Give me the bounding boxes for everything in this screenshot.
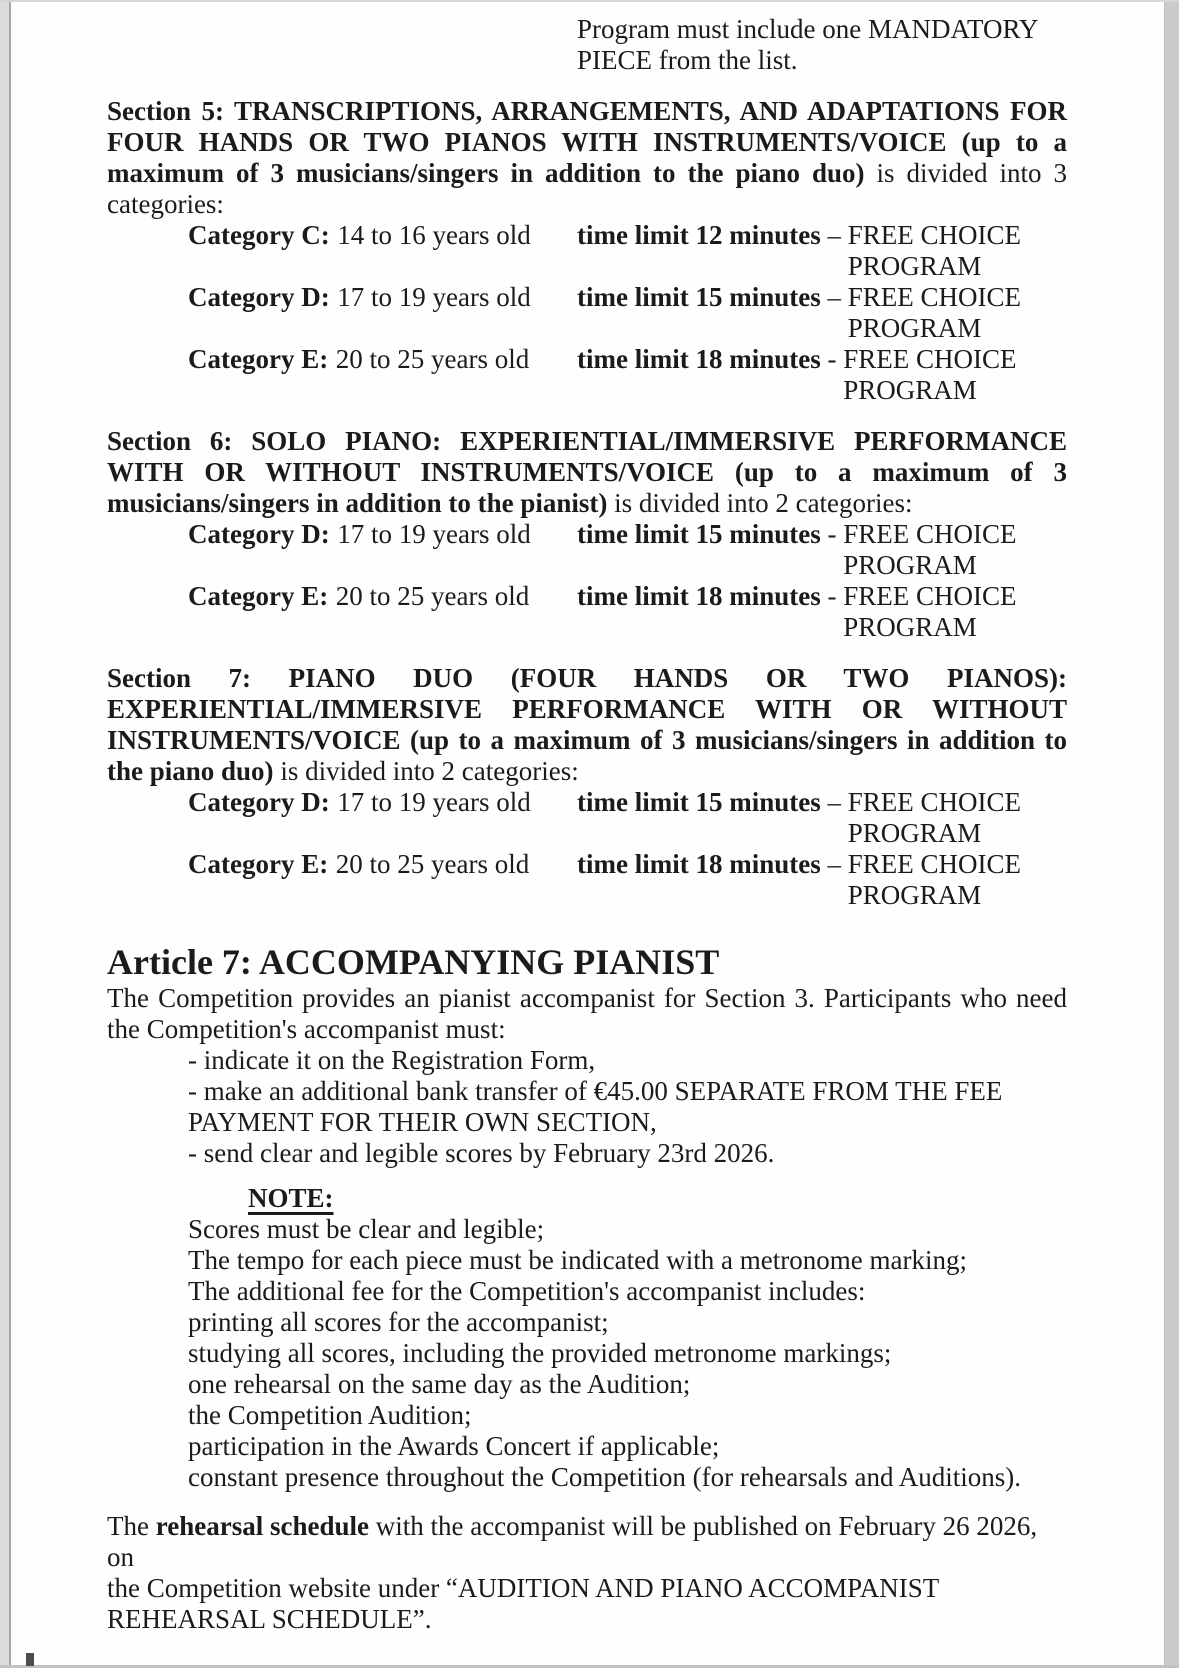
category-row (188, 344, 1067, 406)
dash: – (820, 282, 848, 312)
carryover-block (577, 14, 1067, 76)
age-range: 20 to 25 years old (335, 581, 530, 611)
time-limit: time limit 15 minutes (577, 787, 821, 817)
closing-bold: rehearsal schedule (155, 1511, 369, 1541)
bullet-line: - make an additional bank transfer of €45.00 SEPARATE FROM THE FEE (188, 1076, 1003, 1106)
time-limit: time limit 15 minutes (577, 519, 821, 549)
note-line: participation in the Awards Concert if applicable; (188, 1431, 720, 1461)
free-choice-program: FREE CHOICE PROGRAM (847, 849, 1021, 910)
age-range: 17 to 19 years old (337, 787, 531, 817)
dash: - (820, 344, 844, 374)
note-title: NOTE: (248, 1183, 334, 1213)
dash: - (820, 581, 844, 611)
dash: – (820, 849, 848, 879)
age-range: 17 to 19 years old (337, 519, 531, 549)
page-top-edge (0, 0, 1179, 2)
bullet-item (188, 1138, 1067, 1169)
time-limit-cell (577, 849, 1026, 911)
time-limit-cell (577, 344, 1021, 406)
note-line: one rehearsal on the same day as the Audition; (188, 1369, 691, 1399)
bullet-line: - send clear and legible scores by February 23rd 2026. (188, 1138, 775, 1168)
age-range: 14 to 16 years old (337, 220, 531, 250)
category-row (188, 787, 1067, 849)
category-row (188, 220, 1067, 282)
time-limit: time limit 12 minutes (577, 220, 821, 250)
note-line: Scores must be clear and legible; (188, 1214, 545, 1244)
category-row (188, 282, 1067, 344)
time-limit: time limit 18 minutes (577, 849, 821, 879)
section-5-paragraph (107, 96, 1067, 220)
section-7-title: Section 7: PIANO DUO (FOUR HANDS OR TWO PIANOS): EXPERIENTIAL/IMMERSIVE PERFORMANCE WITH OR WITHOUT INSTRUMENTS/VOICE (up to a maximum of 3 musicians/singers in addition to the piano duo) (107, 663, 1067, 786)
note-line: The additional fee for the Competition's accompanist includes: (188, 1276, 866, 1306)
category-label: Category D: (188, 519, 330, 549)
note-line: The tempo for each piece must be indicated with a metronome marking; (188, 1245, 967, 1275)
article-7-heading: Article 7: ACCOMPANYING PIANIST (107, 942, 720, 982)
time-limit-cell (577, 220, 1026, 282)
age-range: 20 to 25 years old (335, 344, 530, 374)
note-line: studying all scores, including the provided metronome markings; (188, 1338, 892, 1368)
time-limit-cell (577, 787, 1026, 849)
bullet-line: - indicate it on the Registration Form, (188, 1045, 596, 1075)
time-limit: time limit 18 minutes (577, 344, 821, 374)
note-line: printing all scores for the accompanist; (188, 1307, 609, 1337)
time-limit-cell (577, 282, 1026, 344)
section-5-title: Section 5: TRANSCRIPTIONS, ARRANGEMENTS, AND ADAPTATIONS FOR FOUR HANDS OR TWO PIANOS WITH INSTRUMENTS/VOICE (up to a maximum of 3 musicians/singers in addition to the piano duo) (107, 96, 1067, 188)
section-6-title: Section 6: SOLO PIANO: EXPERIENTIAL/IMMERSIVE PERFORMANCE WITH OR WITHOUT INSTRUMENTS/VOICE (up to a maximum of 3 musicians/singers in addition to the pianist) (107, 426, 1067, 518)
category-row (188, 849, 1067, 911)
free-choice-program: FREE CHOICE PROGRAM (847, 282, 1021, 343)
category-row (188, 519, 1067, 581)
category-row (188, 581, 1067, 643)
free-choice-program: FREE CHOICE PROGRAM (847, 787, 1021, 848)
note-line: the Competition Audition; (188, 1400, 472, 1430)
note-line: constant presence throughout the Competition (for rehearsals and Auditions). (188, 1462, 1022, 1492)
page-right-edge (1164, 0, 1179, 1668)
category-label: Category E: (188, 849, 329, 879)
article-7-intro: The Competition provides an pianist accompanist for Section 3. Participants who need the Competition's accompanist must: (107, 983, 1067, 1044)
category-label: Category E: (188, 344, 329, 374)
category-label: Category C: (188, 220, 330, 250)
note-title-row (107, 1183, 1067, 1214)
category-label: Category D: (188, 282, 330, 312)
free-choice-program: FREE CHOICE PROGRAM (847, 220, 1021, 281)
closing-paragraph (107, 1511, 1067, 1635)
dash: - (820, 519, 844, 549)
section-5-rest: is divided into 3 categories: (107, 158, 1068, 219)
age-range: 17 to 19 years old (337, 282, 531, 312)
free-choice-program: FREE CHOICE PROGRAM (843, 519, 1017, 580)
carryover-line: Program must include one MANDATORY (577, 14, 1039, 44)
dash: – (820, 787, 848, 817)
closing-line: the Competition website under “AUDITION AND PIANO ACCOMPANIST (107, 1573, 940, 1603)
section-7-rest: is divided into 2 categories: (273, 756, 579, 786)
bullet-line: PAYMENT FOR THEIR OWN SECTION, (188, 1107, 657, 1137)
category-label: Category E: (188, 581, 329, 611)
section-6-rest: is divided into 2 categories: (607, 488, 913, 518)
section-6-paragraph (107, 426, 1067, 519)
time-limit: time limit 18 minutes (577, 581, 821, 611)
bullet-item (188, 1045, 1067, 1076)
time-limit: time limit 15 minutes (577, 282, 821, 312)
closing-line (107, 1511, 1067, 1573)
age-range: 20 to 25 years old (335, 849, 530, 879)
carryover-line: PIECE from the list. (577, 45, 798, 75)
dash: – (820, 220, 848, 250)
time-limit-cell (577, 519, 1021, 581)
closing-text: The (107, 1511, 156, 1541)
closing-line: REHEARSAL SCHEDULE”. (107, 1604, 432, 1634)
free-choice-program: FREE CHOICE PROGRAM (843, 581, 1017, 642)
closing-text: with the accompanist will be published on February 26 2026, on (107, 1511, 1038, 1572)
scan-artifact (26, 1653, 34, 1666)
time-limit-cell (577, 581, 1021, 643)
category-label: Category D: (188, 787, 330, 817)
free-choice-program: FREE CHOICE PROGRAM (843, 344, 1017, 405)
bullet-item (188, 1076, 1067, 1138)
section-7-paragraph (107, 663, 1067, 787)
note-list (188, 1214, 1067, 1493)
page-left-edge (0, 0, 11, 1668)
